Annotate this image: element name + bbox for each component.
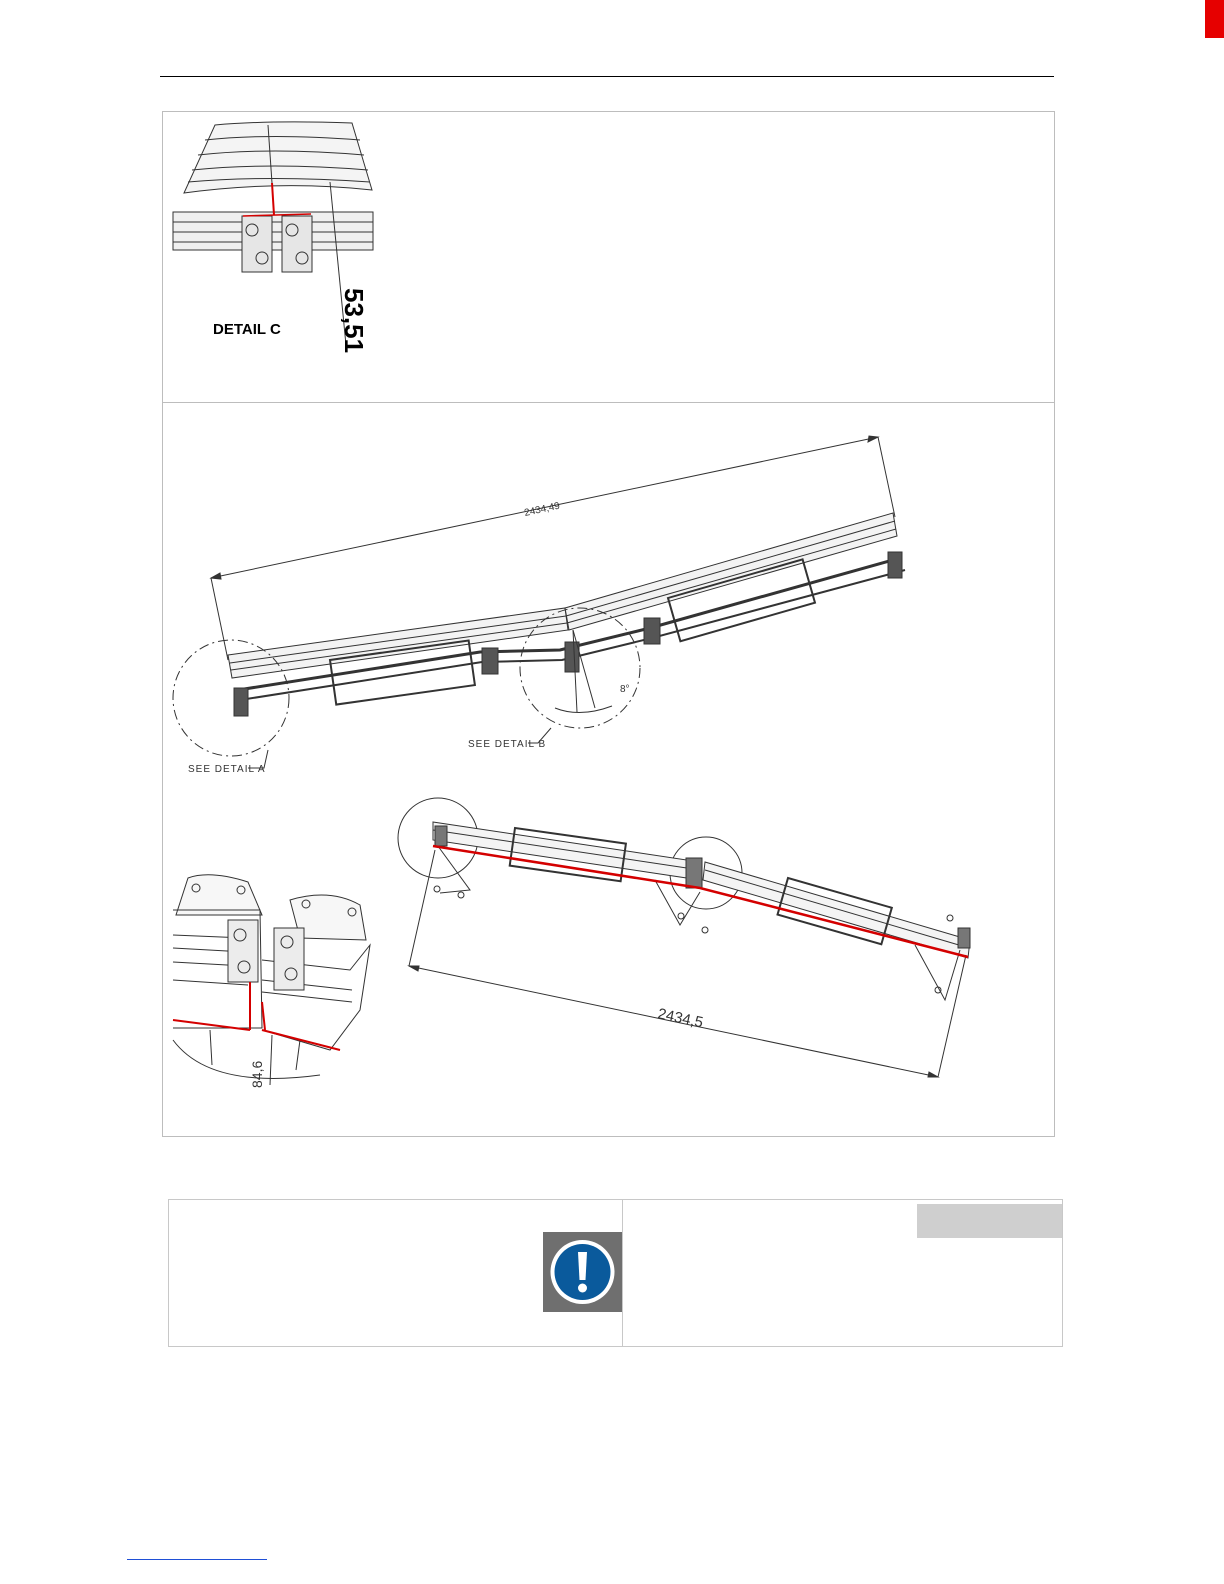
top-angle-label: 8°: [620, 684, 630, 695]
note-left-text: [182, 1212, 522, 1332]
note-tag: [917, 1204, 1062, 1238]
bottom-assembly: [398, 798, 970, 1077]
detail-c-label: DETAIL C: [213, 321, 281, 338]
exclamation-warning-icon: [543, 1232, 622, 1312]
gap-leader: [270, 1035, 272, 1085]
detail-c-dimension: 53,51: [339, 288, 369, 354]
bottom-gap-dimension: 84,6: [249, 1060, 265, 1088]
detail-c-red-gap: [272, 183, 274, 215]
note-table-divider: [622, 1200, 623, 1346]
see-detail-b: SEE DETAIL B: [468, 739, 547, 750]
top-length-dimension: 2434,49: [523, 500, 561, 519]
bottom-left-red-lines: [173, 982, 340, 1050]
see-detail-a: SEE DETAIL A: [188, 764, 266, 775]
bottom-length-dimension: 2434,5: [656, 1005, 705, 1032]
note-right-text: [636, 1212, 906, 1332]
footer-link-underline[interactable]: [127, 1559, 267, 1560]
top-assembly: [173, 436, 905, 768]
